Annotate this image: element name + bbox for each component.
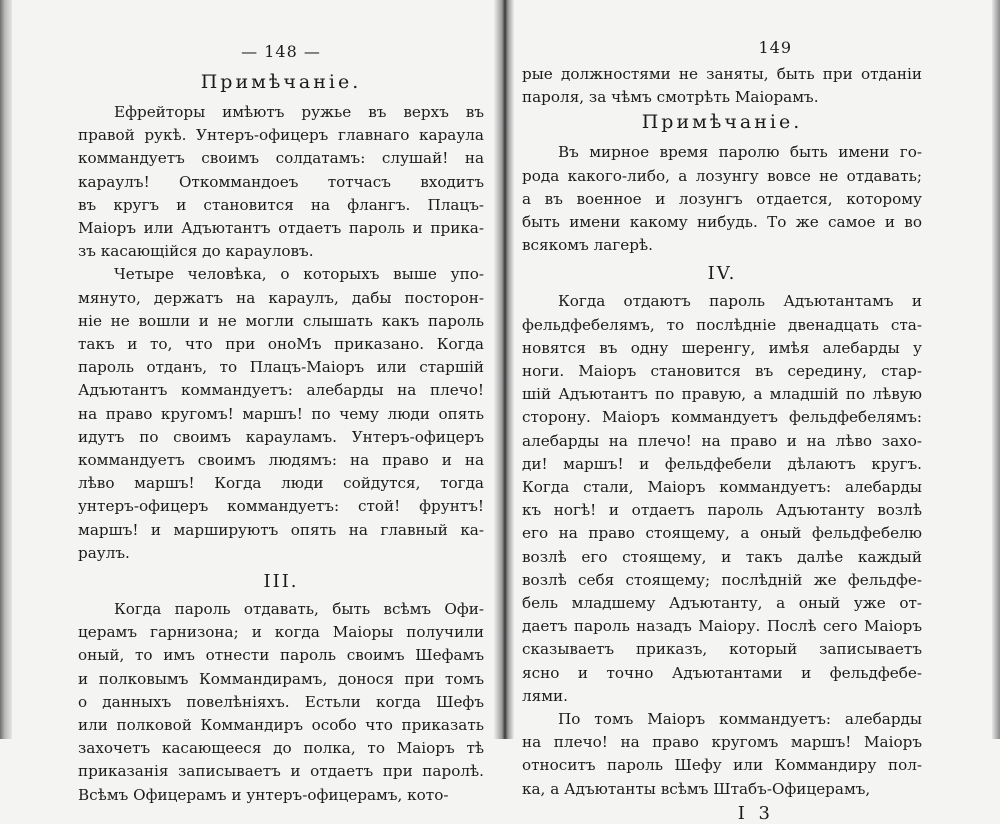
text-line: ноги. Маіоръ становится въ середину, стар- [522,362,922,381]
text-line: Ефрейторы имѣютъ ружье въ верхъ въ [114,103,484,121]
text-line: коммандуетъ своимъ солдатамъ: слушай! на [78,149,484,168]
paragraph-adjutants [522,290,922,708]
text-line: а въ военное и лозунгъ отдается, которому [522,189,922,208]
left-page [78,36,484,804]
paragraph-peacetime-password [522,141,922,257]
text-line: зъ касающійся до карауловъ. [78,242,314,261]
paragraph-ephreitors [78,101,484,263]
text-line: бель младшему Адъютанту, а оный уже от- [522,594,922,613]
section-number: IV. [707,263,737,285]
text-line: пароль отданъ, то Плацъ-Маіоръ или старшій [78,358,484,377]
page-number-left: — 148 — [241,42,321,61]
text-line: и полковымъ Коммандирамъ, донося при томъ [78,669,484,688]
text-line: возлѣ его стоящему, и такъ далѣе каждый [522,547,922,566]
text-line: оный, то имъ отнести пароль своимъ Шефамъ [78,646,484,665]
note-heading: Примѣчаніе. [200,71,362,93]
left-page-edge [0,0,12,739]
paragraph-major-command [522,708,922,801]
text-line: сторону. Маіоръ коммандуетъ фельдфебелямъ: [522,408,922,427]
text-line: сказываетъ приказъ, который записываетъ [522,640,922,659]
text-line: на право кругомъ! маршъ! по чему люди опять [78,404,484,423]
text-line: на плечо! на право кругомъ маршъ! Маіоръ [522,733,922,752]
text-line: алебарды на плечо! на право и на лѣво захо- [522,431,922,450]
text-line: Четыре человѣка, о которыхъ выше упо- [114,265,484,284]
text-line: его на право стоящему, а оный фельдфебелю [522,524,922,543]
text-line: къ ногѣ! и отдаетъ пароль Адъютанту возлѣ [522,501,922,520]
paragraph-password-officers [78,598,484,807]
text-line: пароля, за чѣмъ смотрѣть Маіорамъ. [522,88,819,107]
text-line: фельдфебелямъ, то послѣдніе двенадцать ста- [522,315,922,334]
text-line: лями. [522,686,568,705]
text-line: ніе не вошли и не могли слышать какъ пароль [78,311,484,330]
text-line: унтеръ-офицеръ коммандуетъ: стой! фрунтъ! [78,497,484,516]
text-line: рода какого-либо, а лозунгу вовсе не отдавать; [522,166,922,185]
paragraph-four-men [78,263,484,565]
text-line: новятся въ одну шеренгу, имѣя алебарды у [522,338,922,357]
text-line: раулъ. [78,543,130,562]
text-line: По томъ Маіоръ коммандуетъ: алебарды [558,710,922,729]
text-line: рые должностями не заняты, быть при отданіи [522,65,922,83]
text-line: ди! маршъ! и фельдфебели дѣлаютъ кругъ. [522,454,922,473]
text-line: приказанія записываетъ и отдаетъ при паролѣ. [78,762,484,781]
text-line: Маіоръ или Адъютантъ отдаетъ пароль и прика- [78,219,484,238]
text-line: церамъ гарнизона; и когда Маіоры получили [78,623,484,642]
text-line: идутъ по своимъ карауламъ. Унтеръ-офицеръ [78,427,484,446]
text-line: лѣво маршъ! Когда люди сойдутся, тогда [78,474,484,493]
text-line: относитъ пароль Шефу или Коммандиру пол- [522,756,922,775]
text-line: захочетъ касающееся до полка, то Маіоръ тѣ [78,739,484,758]
text-line: правой рукѣ. Унтеръ-офицеръ главнаго караула [78,126,484,145]
text-line: быть имени какому нибудь. То же самое и во [522,213,922,232]
book-gutter [494,0,514,739]
text-line: даетъ пароль назадъ Маіору. Послѣ сего Маіоръ [522,617,922,636]
text-line: маршъ! и маршируютъ опять на главный ка- [78,520,484,539]
text-line: мянуто, держатъ на караулъ, дабы посторон- [78,288,484,307]
text-line: шій Адъютантъ по правую, а младшій по лѣвую [522,385,922,404]
text-line: Адъютантъ коммандуетъ: алебарды на плечо! [78,381,484,400]
paragraph-continuation [522,63,922,109]
text-line: возлѣ себя стоящему; послѣдній же фельдфе- [522,570,922,589]
text-line: ясно и точно Адъютантами и фельдфебе- [522,663,922,682]
text-line: всякомъ лагерѣ. [522,236,653,255]
text-line: Всѣмъ Офицерамъ и унтеръ-офицерамъ, кото- [78,785,449,804]
printer-signature: I 3 [737,802,774,824]
text-line: или полковой Коммандиръ особо что приказать [78,716,484,735]
text-line: Когда стали, Маіоръ коммандуетъ: алебарды [522,478,922,497]
text-line: Въ мирное время паролю быть имени го- [558,143,922,162]
right-page [522,36,922,824]
text-line: Когда пароль отдавать, быть всѣмъ Офи- [114,600,484,619]
text-line: ка, а Адъютанты всѣмъ Штабъ-Офицерамъ, [522,779,871,798]
text-line: о данныхъ повелѣніяхъ. Естьли когда Шефъ [78,692,484,711]
text-line: такъ и то, что при оноМъ приказано. Когда [78,335,484,354]
section-number: III. [263,571,299,593]
text-line: караулъ! Откоммандоеъ тотчасъ входитъ [78,172,484,191]
page-number-right: 149 [758,38,792,57]
text-line: въ кругъ и становится на флангъ. Плацъ- [78,195,484,214]
right-page-edge [992,0,1000,739]
text-line: Когда отдаютъ пароль Адъютантамъ и [558,292,922,311]
note-heading: Примѣчаніе. [641,111,803,134]
text-line: коммандуетъ своимъ людямъ: на право и на [78,451,484,470]
